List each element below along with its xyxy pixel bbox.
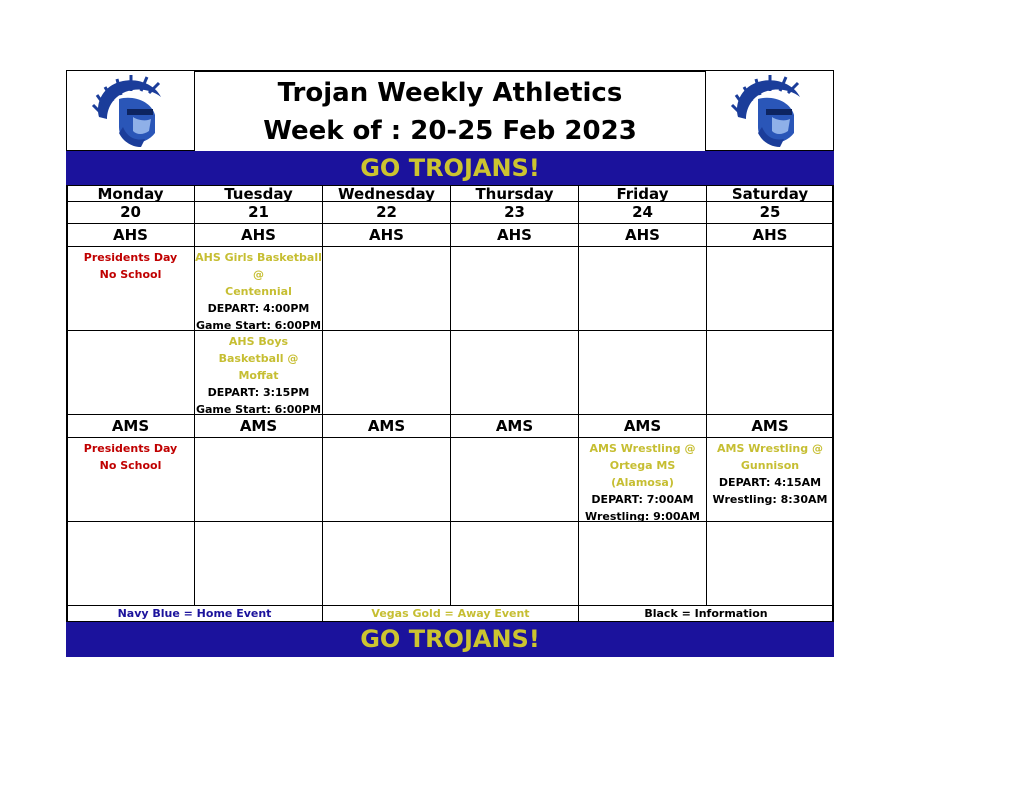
ahs-label: AHS bbox=[195, 224, 323, 247]
event-depart: DEPART: 3:15PM bbox=[207, 386, 310, 399]
logo-left-cell bbox=[66, 70, 195, 151]
ahs-events-row-2 bbox=[66, 331, 834, 415]
ahs-thursday-cell bbox=[451, 247, 579, 331]
event-start: Wrestling: 8:30AM bbox=[712, 493, 828, 506]
ams-tuesday-cell bbox=[195, 522, 323, 606]
event-line: No School bbox=[99, 459, 162, 472]
date-tuesday: 21 bbox=[195, 201, 323, 224]
event-depart: DEPART: 4:00PM bbox=[207, 302, 310, 315]
ahs-thursday-cell bbox=[451, 331, 579, 415]
event-start: Game Start: 6:00PM bbox=[195, 403, 322, 416]
ahs-events-row-1 bbox=[66, 247, 834, 331]
ams-thursday-cell bbox=[451, 522, 579, 606]
banner-bottom: GO TROJANS! bbox=[66, 622, 834, 657]
event-location: Ortega MS (Alamosa) bbox=[609, 459, 676, 489]
ahs-monday-cell bbox=[67, 247, 195, 331]
event-title: AMS Wrestling @ bbox=[717, 442, 823, 455]
legend-home: Navy Blue = Home Event bbox=[67, 606, 323, 622]
title-line-2: Week of : 20-25 Feb 2023 bbox=[263, 116, 637, 146]
ahs-label: AHS bbox=[707, 224, 834, 247]
event-title: AHS Girls Basketball @ bbox=[195, 251, 322, 281]
ahs-label-row bbox=[66, 224, 834, 247]
ams-saturday-cell bbox=[707, 438, 834, 522]
ams-events-row-1 bbox=[66, 438, 834, 522]
day-name-tuesday: Tuesday bbox=[195, 186, 323, 202]
dates-row bbox=[66, 201, 834, 224]
ahs-wednesday-cell bbox=[323, 331, 451, 415]
ahs-monday-cell bbox=[67, 331, 195, 415]
event-line: Presidents Day bbox=[83, 442, 178, 455]
event-location: Moffat bbox=[238, 369, 279, 382]
legend-info: Black = Information bbox=[579, 606, 834, 622]
ahs-friday-cell bbox=[579, 331, 707, 415]
ahs-label: AHS bbox=[67, 224, 195, 247]
event-start: Game Start: 6:00PM bbox=[195, 319, 322, 332]
event-depart: DEPART: 4:15AM bbox=[718, 476, 822, 489]
event-depart: DEPART: 7:00AM bbox=[591, 493, 694, 506]
day-name-wednesday: Wednesday bbox=[323, 186, 451, 202]
ams-label: AMS bbox=[67, 415, 195, 438]
ams-tuesday-cell bbox=[195, 438, 323, 522]
ams-wednesday-cell bbox=[323, 522, 451, 606]
ams-label: AMS bbox=[195, 415, 323, 438]
ams-wednesday-cell bbox=[323, 438, 451, 522]
event-start: Wrestling: 9:00AM bbox=[585, 510, 700, 523]
banner-top: GO TROJANS! bbox=[66, 151, 834, 185]
legend-row bbox=[66, 606, 834, 622]
day-name-friday: Friday bbox=[579, 186, 707, 202]
ahs-tuesday-cell bbox=[195, 331, 323, 415]
day-name-monday: Monday bbox=[67, 186, 195, 202]
date-monday: 20 bbox=[67, 201, 195, 224]
date-saturday: 25 bbox=[707, 201, 834, 224]
ams-label-row bbox=[66, 415, 834, 438]
event-title: AMS Wrestling @ bbox=[589, 442, 696, 455]
ahs-friday-cell bbox=[579, 247, 707, 331]
page-title bbox=[194, 70, 706, 151]
ams-label: AMS bbox=[451, 415, 579, 438]
ams-friday-cell bbox=[579, 522, 707, 606]
event-line: Presidents Day bbox=[83, 251, 178, 264]
date-friday: 24 bbox=[579, 201, 707, 224]
ams-label: AMS bbox=[323, 415, 451, 438]
day-names-row bbox=[66, 185, 834, 201]
logo-right-cell bbox=[705, 70, 834, 151]
date-wednesday: 22 bbox=[323, 201, 451, 224]
ahs-tuesday-cell bbox=[195, 247, 323, 331]
event-location: Centennial bbox=[225, 285, 292, 298]
ams-label: AMS bbox=[579, 415, 707, 438]
ahs-saturday-cell bbox=[707, 247, 834, 331]
ams-monday-cell bbox=[67, 438, 195, 522]
ahs-label: AHS bbox=[451, 224, 579, 247]
legend-away: Vegas Gold = Away Event bbox=[323, 606, 579, 622]
ahs-label: AHS bbox=[323, 224, 451, 247]
ahs-label: AHS bbox=[579, 224, 707, 247]
ahs-wednesday-cell bbox=[323, 247, 451, 331]
title-line-1: Trojan Weekly Athletics bbox=[277, 78, 623, 108]
event-line: No School bbox=[99, 268, 162, 281]
ams-saturday-cell bbox=[707, 522, 834, 606]
trojan-logo-icon bbox=[67, 71, 194, 150]
ams-friday-cell bbox=[579, 438, 707, 522]
ams-thursday-cell bbox=[451, 438, 579, 522]
ams-monday-cell bbox=[67, 522, 195, 606]
date-thursday: 23 bbox=[451, 201, 579, 224]
event-title: AHS Boys Basketball @ bbox=[218, 335, 299, 365]
event-location: Gunnison bbox=[740, 459, 800, 472]
ams-events-row-2 bbox=[66, 522, 834, 606]
ams-label: AMS bbox=[707, 415, 834, 438]
day-name-saturday: Saturday bbox=[707, 186, 834, 202]
day-name-thursday: Thursday bbox=[451, 186, 579, 202]
ahs-saturday-cell bbox=[707, 331, 834, 415]
trojan-logo-icon bbox=[706, 71, 833, 150]
